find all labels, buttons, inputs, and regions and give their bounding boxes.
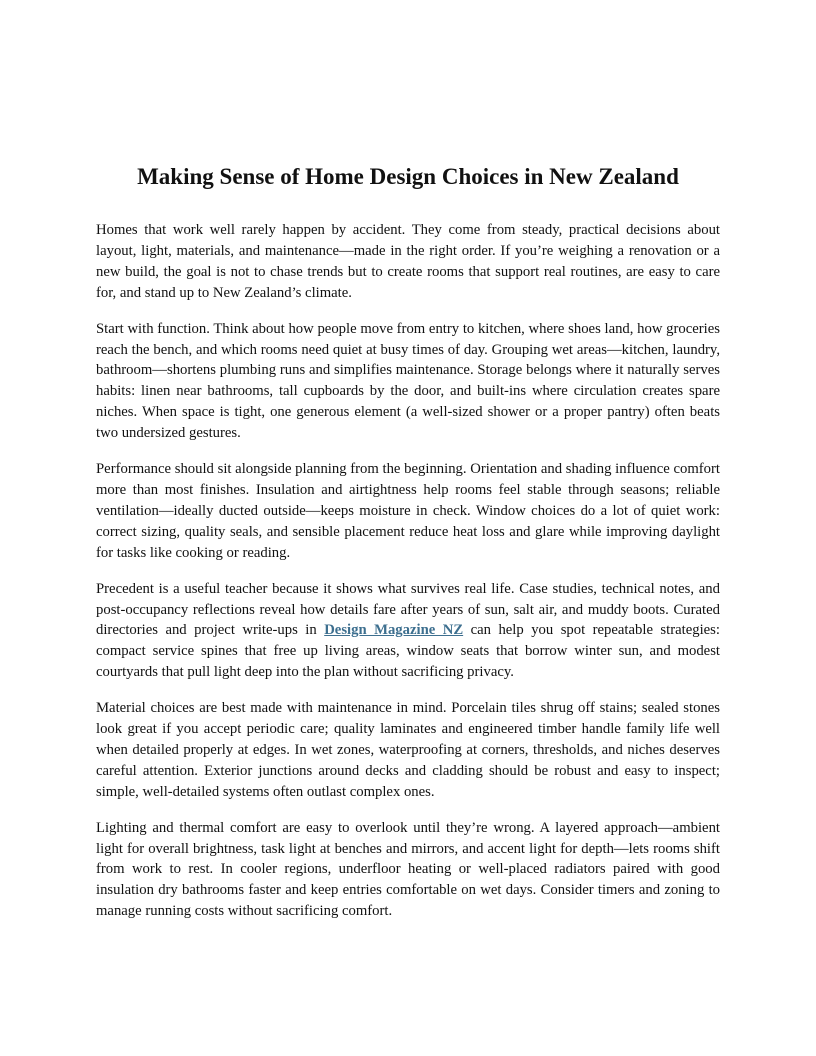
paragraph-precedent: [96, 579, 720, 684]
paragraph-lighting: Lighting and thermal comfort are easy to overlook until they’re wrong. A layered approach—ambient light for overall brightness, task light at benches and mirrors, and accent light for depth—lets rooms shift from work to rest. In cooler regions, underfloor heating or well-placed radiators paired with good insulation dry bathrooms faster and keep entries comfortable on wet days. Consider timers and zoning to manage running costs without sacrificing comfort.: [96, 819, 720, 920]
paragraph-intro: Homes that work well rarely happen by accident. They come from steady, practical decisions about layout, light, materials, and maintenance—made in the right order. If you’re weighing a renovation or a new build, the goal is not to chase trends but to create rooms that support real routines, are easy to care for, and stand up to New Zealand’s climate.: [96, 222, 720, 301]
document-page: [96, 160, 720, 937]
paragraph-precedent-text-after: can help you spot repeatable strategies: compact service spines that free up living areas, window seats that borrow winter sun, and modest courtyards that pull light deep into the plan without sacrificing privacy.: [96, 622, 720, 681]
page-title: Making Sense of Home Design Choices in New Zealand: [137, 164, 679, 189]
paragraph-performance: Performance should sit alongside planning from the beginning. Orientation and shading influence comfort more than most finishes. Insulation and airtightness help rooms feel stable through seasons; reliable ventilation—ideally ducted outside—keeps moisture in check. Window choices do a lot of quiet work: correct sizing, quality seals, and sensible placement reduce heat loss and glare while improving daylight for tasks like cooking or reading.: [96, 461, 720, 561]
design-magazine-nz-link[interactable]: Design Magazine NZ: [324, 622, 464, 639]
paragraph-function: Start with function. Think about how people move from entry to kitchen, where shoes land, how groceries reach the bench, and which rooms need quiet at busy times of day. Grouping wet areas—kitchen, laundry, bathroom—shortens plumbing runs and simplifies maintenance. Storage belongs where it naturally serves habits: linen near bathrooms, tall cupboards by the door, and built-ins where circulation creates spare niches. When space is tight, one generous element (a well-sized shower or a proper pantry) often beats two undersized gestures.: [96, 320, 720, 442]
paragraph-precedent-text-before: Precedent is a useful teacher because it shows what survives real life. Case studies, technical notes, and post-occupancy reflections reveal how details fare after years of sun, salt air, and muddy boots. Curated directories and project write-ups in: [96, 580, 720, 639]
paragraph-materials: Material choices are best made with maintenance in mind. Porcelain tiles shrug off stains; sealed stones look great if you accept periodic care; quality laminates and engineered timber handle family life well when detailed properly at edges. In wet zones, waterproofing at corners, thresholds, and niches deserves careful attention. Exterior junctions around decks and cladding should be robust and easy to inspect; simple, well-detailed systems often outlast complex ones.: [96, 700, 720, 800]
